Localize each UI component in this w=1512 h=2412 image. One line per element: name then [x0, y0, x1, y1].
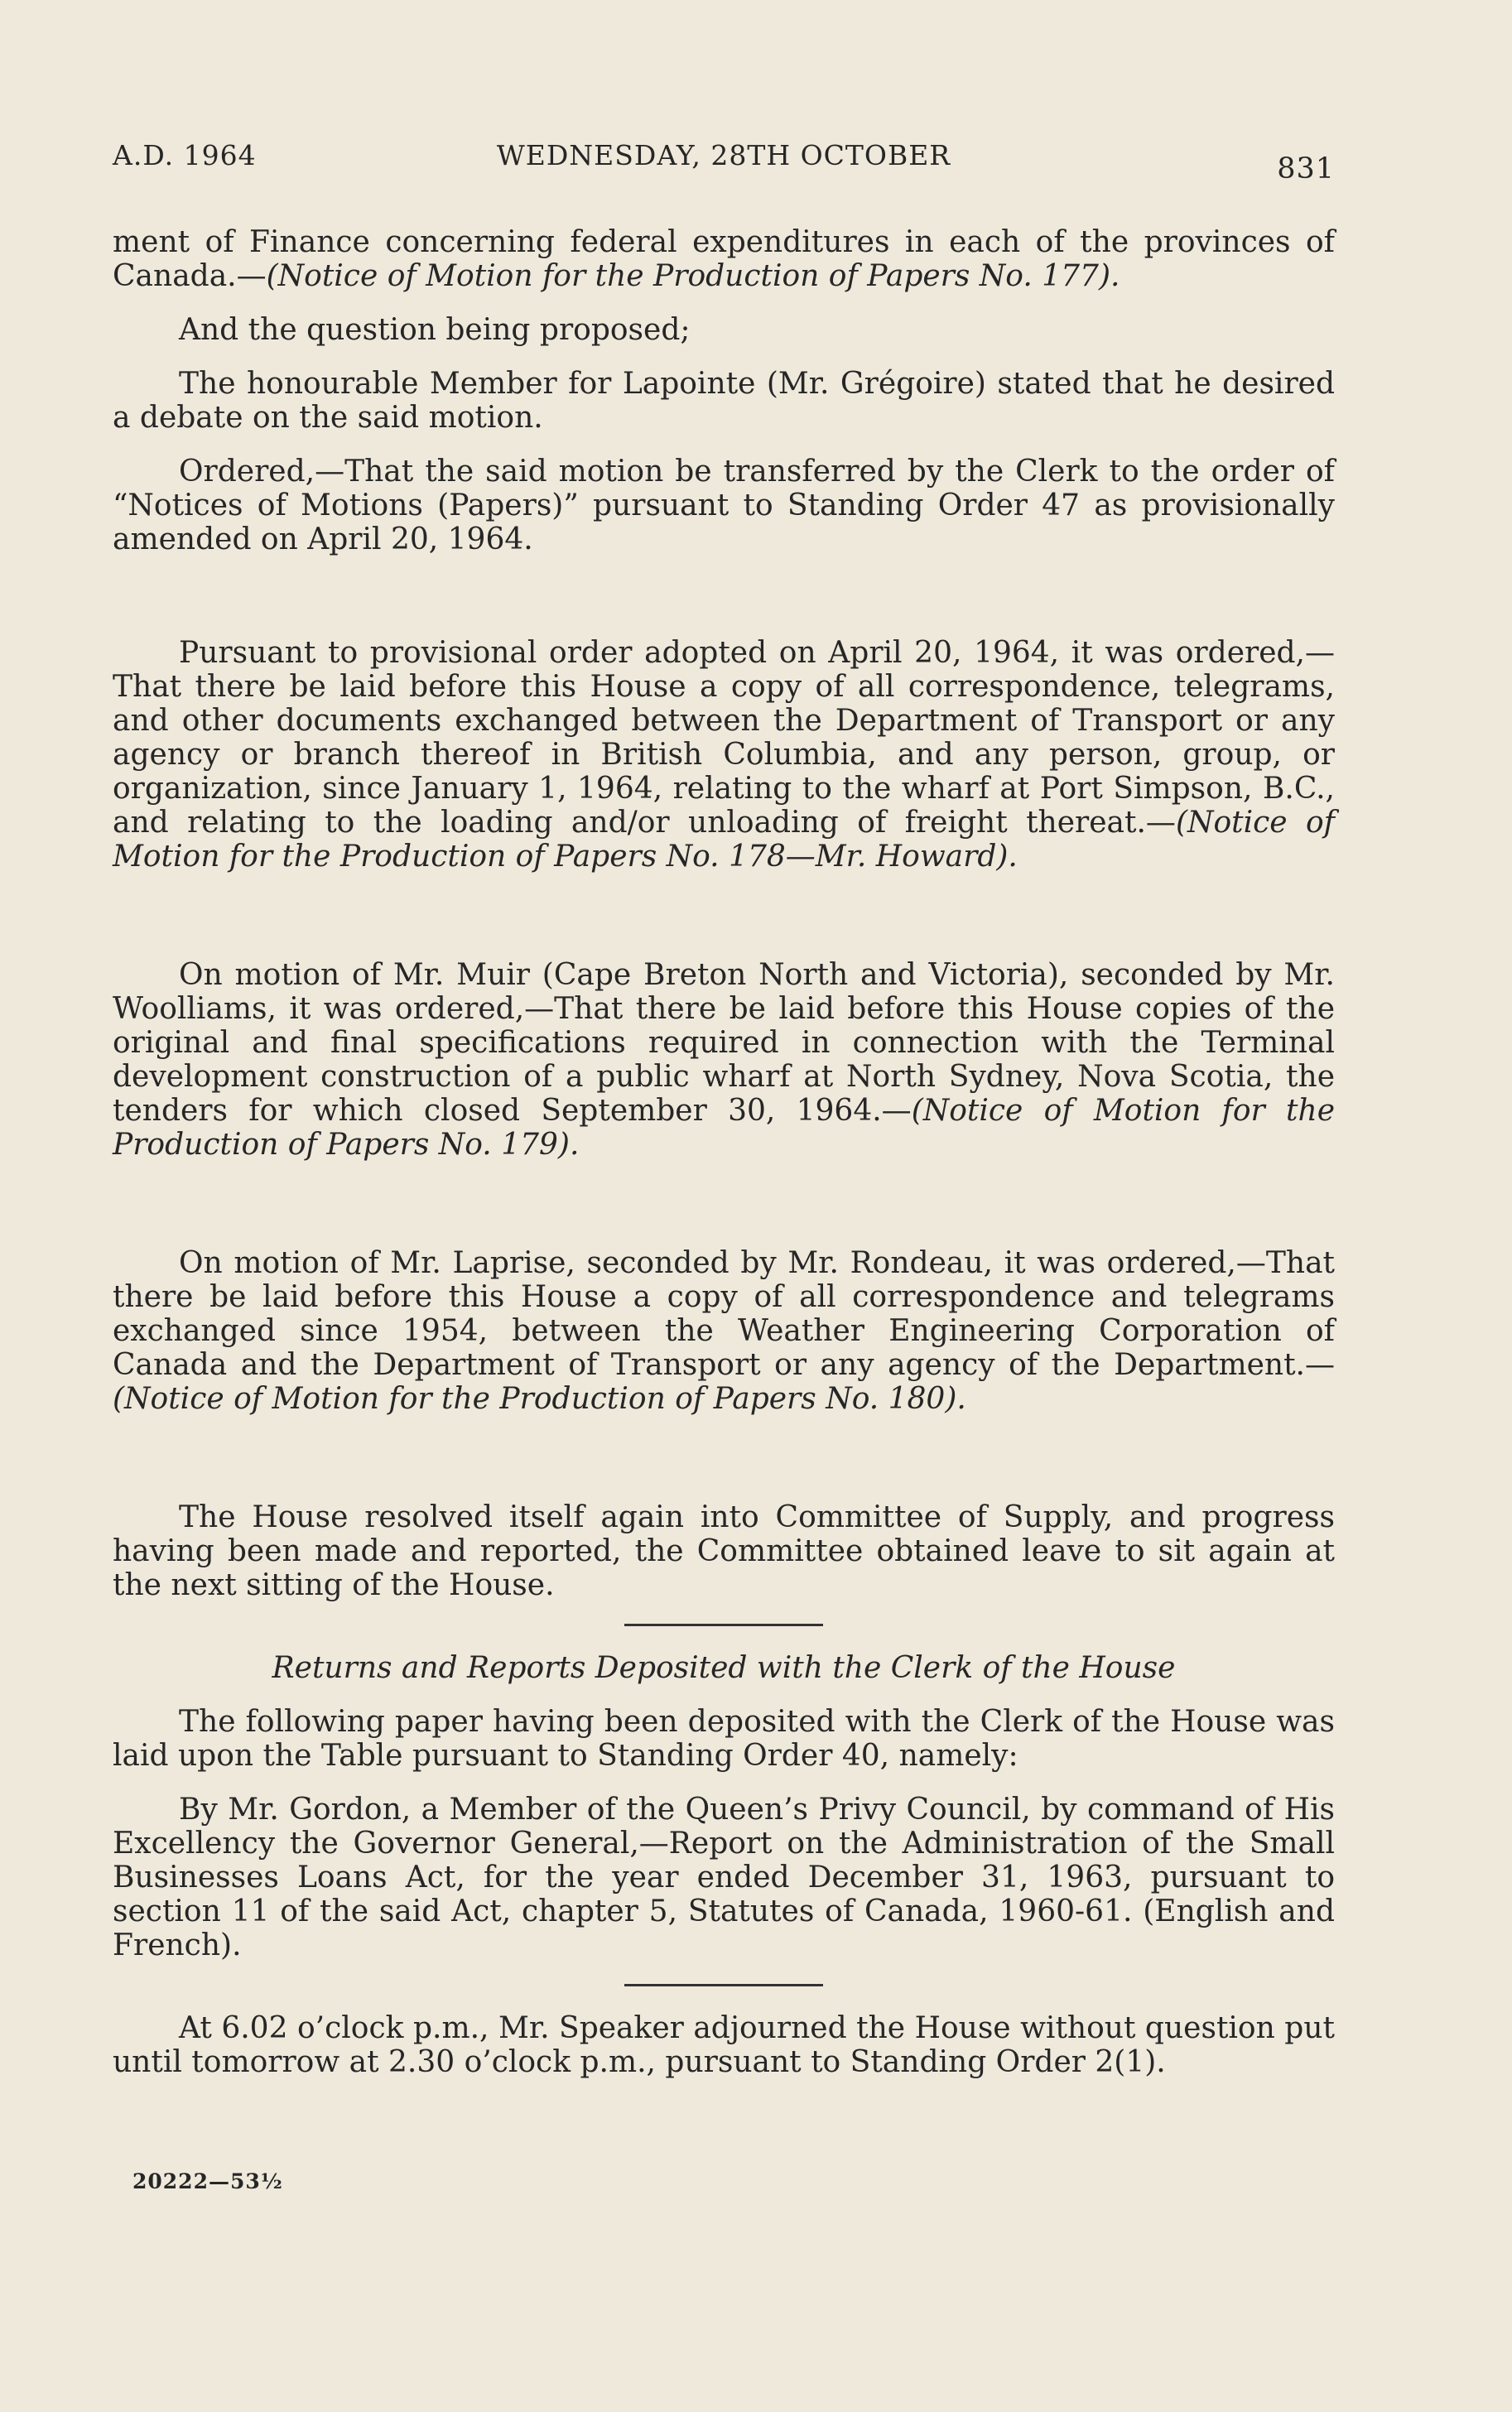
section-divider	[624, 1624, 823, 1626]
paragraph-gordon-report: By Mr. Gordon, a Member of the Queen’s Privy Council, by command of His Excellency the Governor General,—Report on the Administration of the Small Businesses Loans Act, for the year ended December 31, 1963, pursuant to section 11 of the said Act, chapter 5, Statutes of Canada, 1960-61. (English and French).	[113, 1793, 1335, 1962]
paragraph-finance-continuation	[113, 225, 1335, 293]
page-header	[113, 132, 1335, 185]
paragraph-paper-deposited: The following paper having been deposited with the Clerk of the House was laid upon the Table pursuant to Standing Order 40, namely:	[113, 1705, 1335, 1773]
printer-code: 20222—53½	[132, 2169, 283, 2193]
paragraph-debate-desired: The honourable Member for Lapointe (Mr. Grégoire) stated that he desired a debate on the said motion.	[113, 367, 1335, 435]
paragraph-committee-supply: The House resolved itself again into Committee of Supply, and progress having been made and reported, the Committee obtained leave to sit again at the next sitting of the House.	[113, 1500, 1335, 1602]
notice-reference: (Notice of Motion for the Production of Papers No. 178—Mr. Howard).	[113, 806, 1336, 874]
notice-reference: (Notice of Motion for the Production of Papers No. 177).	[266, 259, 1120, 293]
notice-reference: (Notice of Motion for the Production of Papers No. 179).	[113, 1094, 1335, 1162]
paragraph-weather-engineering	[113, 1246, 1335, 1416]
header-year: A.D. 1964	[113, 139, 257, 171]
section-title: Returns and Reports Deposited with the Clerk of the House	[272, 1651, 1176, 1685]
paragraph-port-simpson	[113, 636, 1335, 874]
section-divider	[624, 1984, 823, 1986]
page-number: 831	[1277, 152, 1335, 185]
paragraph-text: On motion of Mr. Muir (Cape Breton North and Victoria), seconded by Mr. Woolliams, it was ordered,—That there be laid before this House copies of the original and final specifications required in connection with the Terminal development construction of a public wharf at North Sydney, Nova Scotia, the tenders for which closed September 30, 1964.—	[113, 958, 1335, 1128]
paragraph-text: Pursuant to provisional order adopted on April 20, 1964, it was ordered,—That there be laid before this House a copy of all correspondence, telegrams, and other documents exchanged between the Department of Transport or any agency or branch thereof in British Columbia, and any person, group, or organization, since January 1, 1964, relating to the wharf at Port Simpson, B.C., and relating to the loading and/or unloading of freight thereat.—	[113, 636, 1335, 840]
header-date: WEDNESDAY, 28TH OCTOBER	[496, 139, 951, 171]
notice-reference: (Notice of Motion for the Production of Papers No. 180).	[113, 1382, 966, 1416]
page-body	[113, 225, 1335, 2079]
paragraph-ordered-transfer: Ordered,—That the said motion be transferred by the Clerk to the order of “Notices of Motions (Papers)” pursuant to Standing Order 47 as provisionally amended on April 20, 1964.	[113, 455, 1335, 556]
paragraph-north-sydney-wharf	[113, 958, 1335, 1162]
paragraph-text: ment of Finance concerning federal expenditures in each of the provinces of Canada.—	[113, 225, 1335, 293]
paragraph-text: On motion of Mr. Laprise, seconded by Mr. Rondeau, it was ordered,—That there be laid before this House a copy of all correspondence and telegrams exchanged since 1954, between the Weather Engineering Corporation of Canada and the Department of Transport or any agency of the Department.—	[113, 1246, 1335, 1382]
paragraph-question-proposed: And the question being proposed;	[179, 313, 691, 347]
paragraph-adjournment: At 6.02 o’clock p.m., Mr. Speaker adjourned the House without question put until tomorrow at 2.30 o’clock p.m., pursuant to Standing Order 2(1).	[113, 2011, 1335, 2079]
